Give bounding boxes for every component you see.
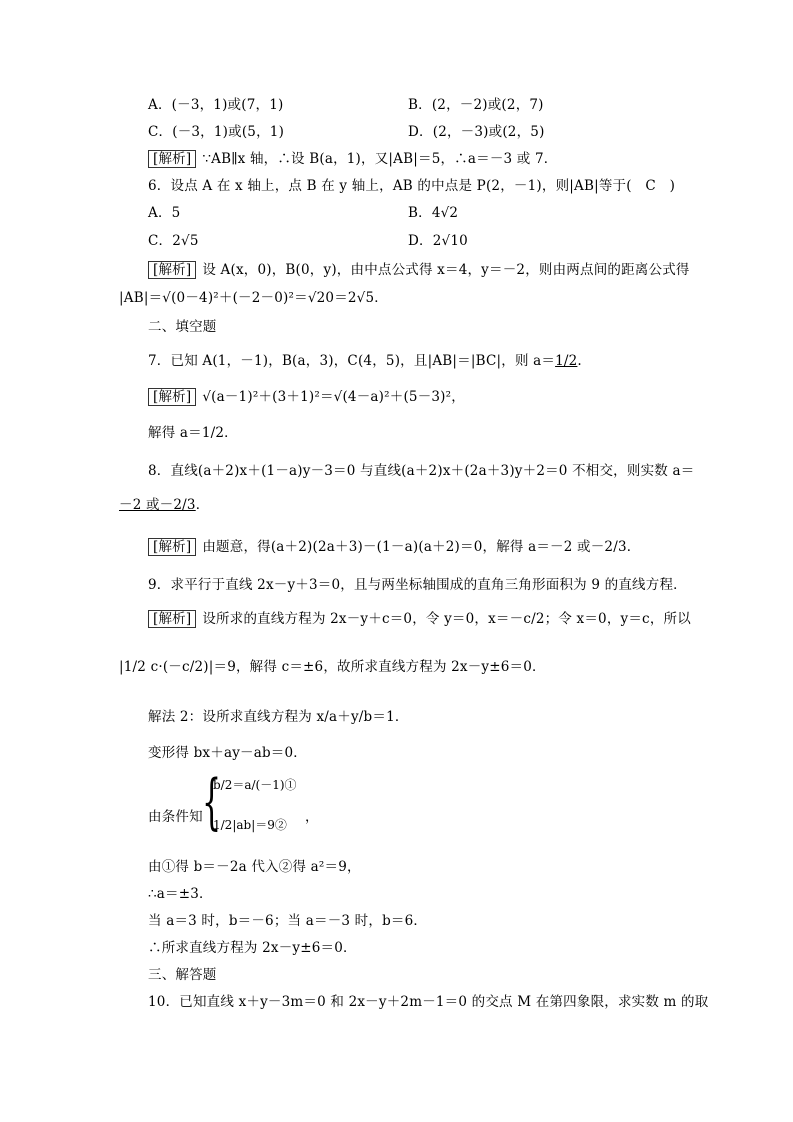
- q5-analysis-text: ∵AB∥x 轴，∴设 B(a，1)，又|AB|＝5，∴a＝－3 或 7．: [202, 151, 558, 167]
- q5-analysis: [148, 150, 558, 168]
- q7-solve: 解得 a＝1/2．: [148, 425, 238, 441]
- q5-option-c: C．(－3，1)或(5，1): [148, 124, 285, 140]
- analysis-tag: [解析]: [148, 610, 196, 628]
- analysis-tag: [解析]: [148, 150, 196, 168]
- section-heading-solution: 三、解答题: [148, 967, 217, 983]
- q9-analysis-line2: |1/2 c·(－c/2)|＝9，解得 c＝±6，故所求直线方程为 2x－y±6＝0．: [119, 659, 546, 675]
- q9-system-eq2: 1/2|ab|＝9②: [213, 818, 287, 832]
- q9-method2-result: ∴所求直线方程为 2x－y±6＝0．: [148, 940, 357, 956]
- condition-label-text: 由条件知: [148, 809, 203, 825]
- q8-answer-line: －2 或－2/3．: [119, 497, 210, 513]
- q10-stem: 10．已知直线 x＋y－3m＝0 和 2x－y＋2m－1＝0 的交点 M 在第四象限，求实数 m 的取: [148, 994, 709, 1010]
- q9-method2-condition-label: [148, 808, 203, 826]
- q9-method2-step1: 由①得 b＝－2a 代入②得 a²＝9，: [148, 859, 361, 875]
- analysis-tag: [解析]: [148, 538, 196, 556]
- q8-answer: －2 或－2/3: [119, 497, 196, 513]
- q5-option-d: D．(2，－3)或(2，5): [408, 124, 545, 140]
- q7-analysis-text: √(a－1)²＋(3＋1)²＝√(4－a)²＋(5－3)²，: [202, 389, 465, 405]
- q7-analysis: [148, 388, 465, 406]
- q7-stem: 7．已知 A(1，－1)，B(a，3)，C(4，5)，且|AB|＝|BC|，则 a＝1/2.: [148, 353, 582, 369]
- q9-system-eq1: b/2＝a/(－1)①: [213, 778, 297, 792]
- q9-method2-title: 解法 2：设所求直线方程为 x/a＋y/b＝1．: [148, 709, 409, 725]
- q6-option-b: B．4√2: [408, 205, 459, 221]
- system-comma: ，: [305, 809, 319, 825]
- q6-analysis-text: 设 A(x，0)，B(0，y)，由中点公式得 x＝4，y＝－2，则由两点间的距离公式得: [202, 262, 690, 278]
- q6-analysis-line1: [148, 261, 690, 279]
- q5-option-a: A．(－3，1)或(7，1): [148, 97, 284, 113]
- system-brace: {: [202, 767, 222, 837]
- q7-answer: 1/2: [555, 353, 578, 369]
- q6-option-a: A．5: [148, 205, 181, 221]
- q9-analysis-text: 设所求的直线方程为 2x－y＋c＝0，令 y＝0，x＝－c/2；令 x＝0，y＝c，所以: [202, 611, 691, 627]
- q9-method2-step2: ∴a＝±3．: [148, 886, 213, 902]
- q9-method2-transform: 变形得 bx＋ay－ab＝0．: [148, 745, 308, 761]
- analysis-tag: [解析]: [148, 388, 196, 406]
- q9-method2-step3: 当 a＝3 时，b＝－6；当 a＝－3 时，b＝6．: [148, 913, 428, 929]
- q8-analysis: [148, 538, 640, 556]
- q6-stem: 6．设点 A 在 x 轴上，点 B 在 y 轴上，AB 的中点是 P(2，－1)，则|AB|等于( C ): [148, 178, 676, 194]
- q7-stem-text: 7．已知 A(1，－1)，B(a，3)，C(4，5)，且|AB|＝|BC|，则 a＝: [148, 353, 556, 369]
- q9-stem: 9．求平行于直线 2x－y＋3＝0，且与两坐标轴围成的直角三角形面积为 9 的直线方程．: [148, 577, 687, 593]
- q6-option-c: C．2√5: [148, 233, 199, 249]
- q6-option-d: D．2√10: [408, 233, 468, 249]
- q9-analysis-line1: [148, 610, 691, 628]
- analysis-tag: [解析]: [148, 261, 196, 279]
- q8-analysis-text: 由题意，得(a＋2)(2a＋3)－(1－a)(a＋2)＝0，解得 a＝－2 或－2/3．: [202, 539, 641, 555]
- section-heading-fill-in: 二、填空题: [148, 319, 217, 335]
- q5-option-b: B．(2，－2)或(2，7): [408, 97, 544, 113]
- q8-stem: 8．直线(a＋2)x＋(1－a)y－3＝0 与直线(a＋2)x＋(2a＋3)y＋2＝0 不相交，则实数 a＝: [148, 463, 695, 479]
- q6-analysis-line2: |AB|＝√(0－4)²＋(－2－0)²＝√20＝2√5．: [119, 290, 388, 306]
